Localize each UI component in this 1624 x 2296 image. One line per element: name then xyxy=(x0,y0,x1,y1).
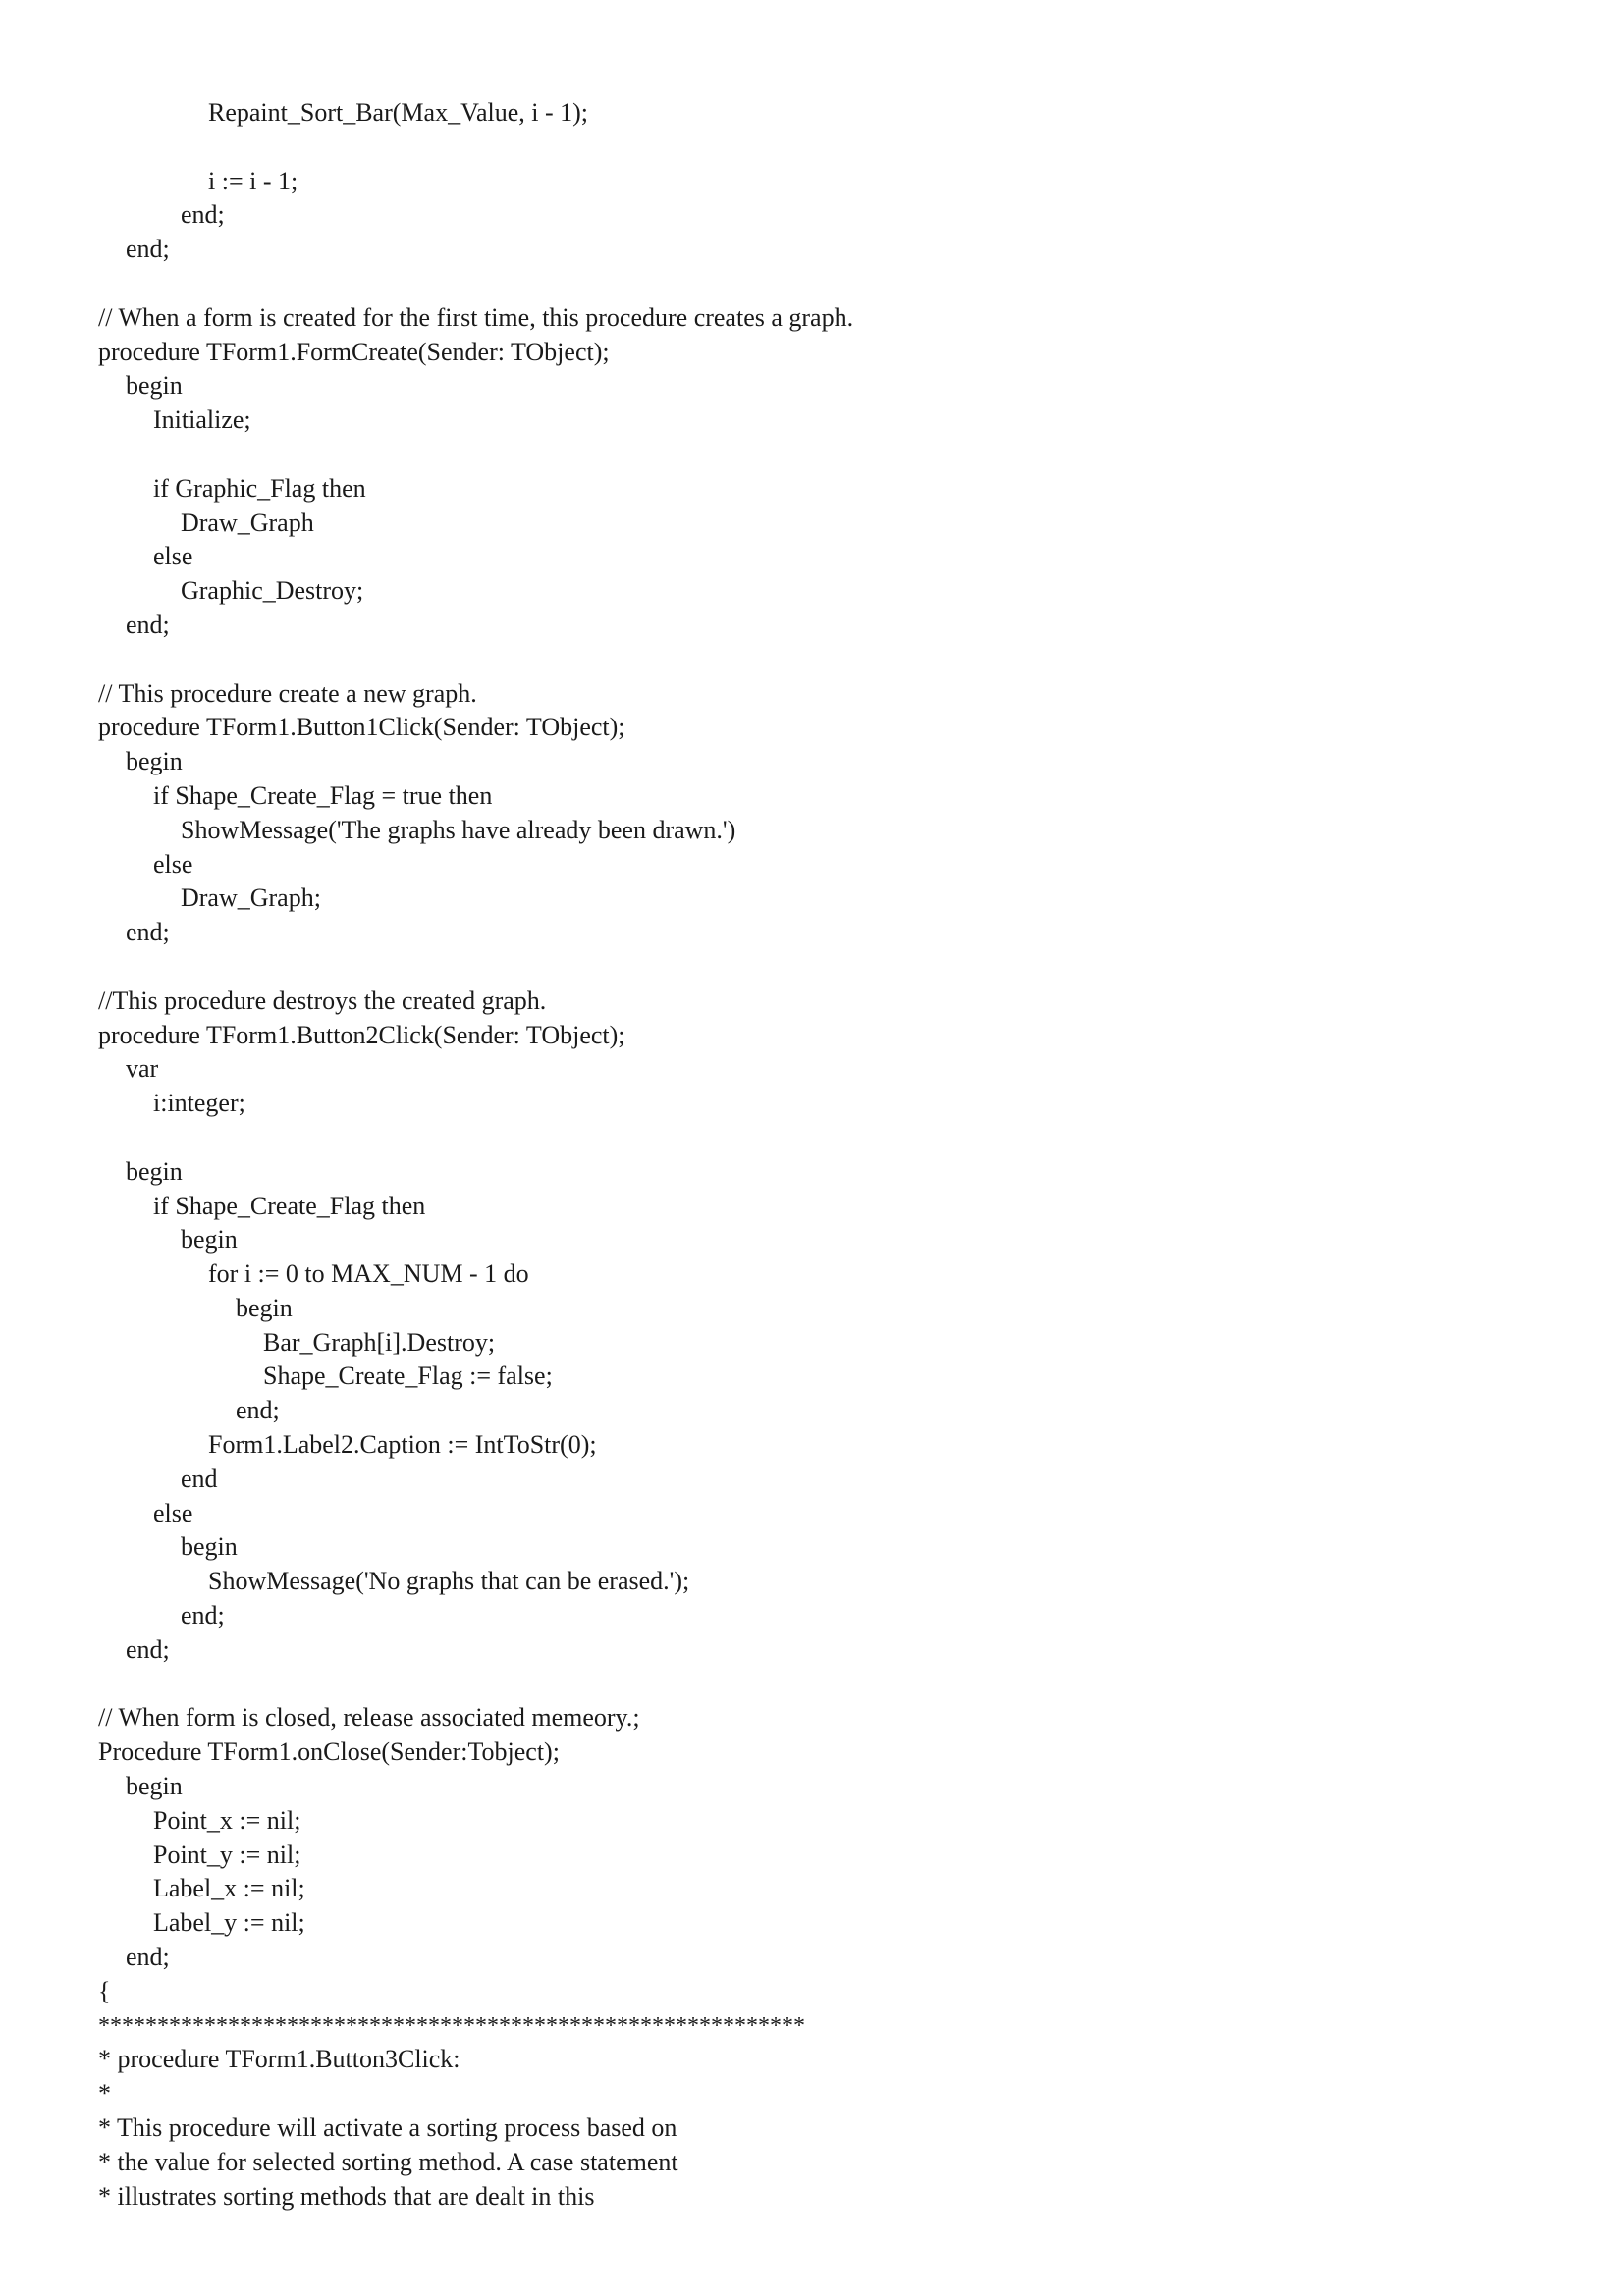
code-line: begin xyxy=(126,1772,183,1801)
code-line: begin xyxy=(181,1532,238,1562)
code-line: ShowMessage('The graphs have already been drawn.') xyxy=(181,815,736,844)
code-line: if Graphic_Flag then xyxy=(153,473,366,503)
code-line: // This procedure create a new graph. xyxy=(98,678,477,708)
code-line: begin xyxy=(236,1293,293,1322)
blank-line xyxy=(98,1121,853,1155)
code-line: Bar_Graph[i].Destroy; xyxy=(263,1327,496,1357)
code-line: var xyxy=(126,1054,159,1084)
code-line: * xyxy=(98,2079,111,2109)
code-line: i:integer; xyxy=(153,1089,245,1118)
code-line: begin xyxy=(126,371,183,400)
blank-line xyxy=(98,1668,853,1702)
code-line: end; xyxy=(181,200,225,230)
code-line: end; xyxy=(236,1396,280,1425)
code-line: Initialize; xyxy=(153,405,251,435)
code-line: procedure TForm1.FormCreate(Sender: TObject); xyxy=(98,337,610,366)
code-line: else xyxy=(153,542,193,571)
code-line: else xyxy=(153,1498,193,1527)
code-line: Label_x := nil; xyxy=(153,1874,305,1903)
code-line: if Shape_Create_Flag = true then xyxy=(153,780,493,810)
code-line: end; xyxy=(181,1601,225,1630)
code-line: Form1.Label2.Caption := IntToStr(0); xyxy=(208,1430,597,1460)
blank-line xyxy=(98,267,853,301)
code-line: procedure TForm1.Button1Click(Sender: TObject); xyxy=(98,713,625,742)
code-line: Procedure TForm1.onClose(Sender:Tobject); xyxy=(98,1737,560,1767)
code-line: * illustrates sorting methods that are dealt in this xyxy=(98,2181,595,2211)
blank-line xyxy=(98,950,853,985)
code-line: { xyxy=(98,1976,111,2005)
blank-line xyxy=(98,438,853,472)
code-line: i := i - 1; xyxy=(208,166,298,195)
blank-line xyxy=(98,131,853,165)
code-line: Shape_Create_Flag := false; xyxy=(263,1362,553,1391)
blank-line xyxy=(98,643,853,677)
code-line: end xyxy=(181,1464,218,1493)
code-line: ************************************************************ xyxy=(98,2012,805,2039)
code-line: else xyxy=(153,849,193,879)
code-line: begin xyxy=(126,1156,183,1186)
code-line: end; xyxy=(126,1634,170,1664)
code-line: end; xyxy=(126,918,170,947)
code-line: * procedure TForm1.Button3Click: xyxy=(98,2045,460,2074)
code-line: end; xyxy=(126,610,170,639)
code-line: * the value for selected sorting method. A case statement xyxy=(98,2147,678,2176)
code-line: procedure TForm1.Button2Click(Sender: TObject); xyxy=(98,1020,625,1049)
code-line: Point_x := nil; xyxy=(153,1805,301,1835)
code-line: Repaint_Sort_Bar(Max_Value, i - 1); xyxy=(208,98,589,127)
code-line: for i := 0 to MAX_NUM - 1 do xyxy=(208,1259,529,1289)
code-line: //This procedure destroys the created graph. xyxy=(98,986,547,1015)
code-line: // When a form is created for the first time, this procedure creates a graph. xyxy=(98,302,854,332)
code-line: if Shape_Create_Flag then xyxy=(153,1191,426,1220)
code-line: ShowMessage('No graphs that can be erased.'); xyxy=(208,1567,690,1596)
code-listing xyxy=(98,96,853,2214)
code-line: Point_y := nil; xyxy=(153,1840,301,1869)
code-line: Draw_Graph xyxy=(181,507,314,537)
code-line: end; xyxy=(126,1943,170,1972)
code-line: * This procedure will activate a sorting process based on xyxy=(98,2113,677,2143)
code-line: Graphic_Destroy; xyxy=(181,576,364,606)
code-line: end; xyxy=(126,235,170,264)
code-line: begin xyxy=(181,1225,238,1255)
code-line: Draw_Graph; xyxy=(181,883,321,913)
code-line: begin xyxy=(126,747,183,776)
code-line: // When form is closed, release associated memeory.; xyxy=(98,1703,640,1733)
code-line: Label_y := nil; xyxy=(153,1908,305,1938)
